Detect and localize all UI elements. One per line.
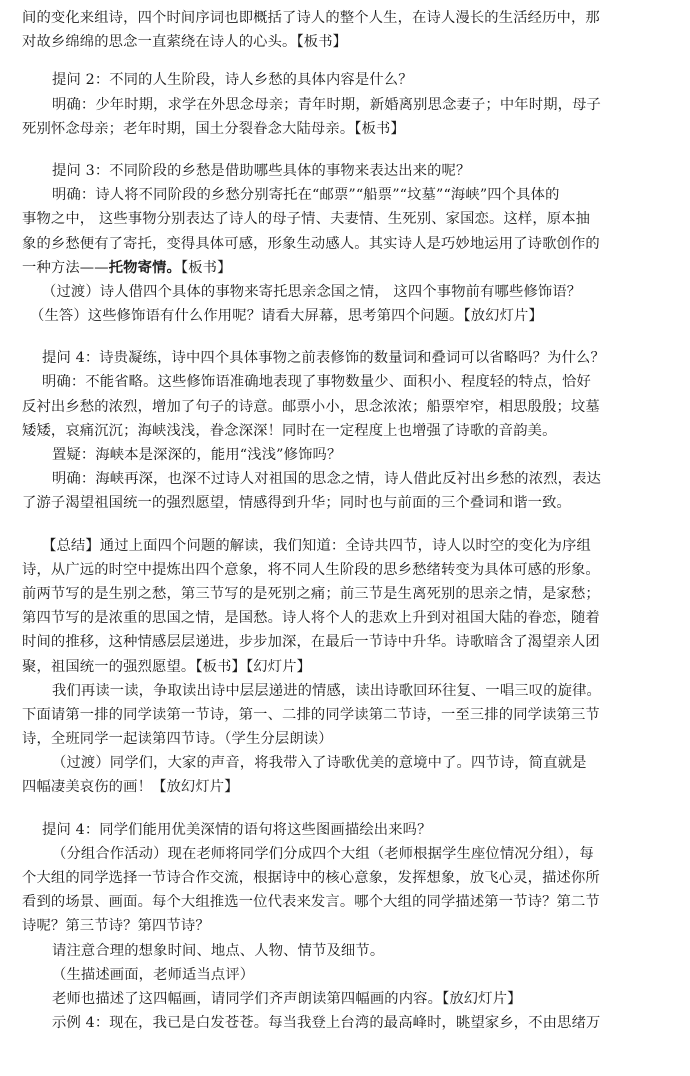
text-line: 矮矮，哀痛沉沉；海峡浅浅，眷念深深！同时在一定程度上也增强了诗歌的音韵美。 [22,422,557,439]
text-line: 对故乡绵绵的思念一直萦绕在诗人的心头。【板书】 [22,34,348,51]
text-line: 我们再读一读，争取读出诗中层层递进的情感，读出诗歌回环往复、一唱三叹的旋律。 [52,682,601,699]
answer-line: 明确：不能省略。这些修饰语准确地表现了事物数量少、面积小、程度轻的特点，恰好 [42,374,591,391]
text-line: 第四节写的是浓重的思国之情，是国愁。诗人将个人的悲欢上升到对祖国大陆的眷恋，随着 [22,610,600,627]
answer-line: 明确：诗人将不同阶段的乡愁分别寄托在“邮票”“船票”“坟墓”“海峡”四个具体的 [52,187,560,204]
text-line: 诗呢？第三节诗？第四节诗？ [22,918,210,935]
answer-line: 明确：少年时期，求学在外思念母亲；青年时期，新婚离别思念妻子；中年时期，母子 [52,96,601,113]
text-line: 前两节写的是生别之愁，第三节写的是死别之痛；前三节是生离死别的思亲之情，是家愁； [22,585,600,602]
question-4b-line: 提问 4：同学们能用优美深情的语句将这些图画描绘出来吗？ [42,821,432,838]
activity-line: （分组合作活动）现在老师将同学们分成四个大组（老师根据学生座位情况分组），每 [52,845,594,862]
text-line: （生描述画面，老师适当点评） [52,966,255,983]
question-4-line: 提问 4：诗贵凝练，诗中四个具体事物之前表修饰的数量词和叠词可以省略吗？为什么？ [42,350,605,367]
text-line: 诗，从广远的时空中提炼出四个意象，将不同人生阶段的思乡愁绪转变为具体可感的形象。 [22,561,600,578]
text-line: 了游子渴望祖国统一的强烈愿望，情感得到升华；同时也与前面的三个叠词和谐一致。 [22,495,571,512]
text-line: 死别怀念母亲；老年时期，国土分裂眷念大陆母亲。【板书】 [22,120,405,137]
answer-line: 明确：海峡再深，也深不过诗人对祖国的思念之情，诗人借此反衬出乡愁的浓烈，表达 [52,471,601,488]
text-span: 一种方法—— [22,259,109,276]
text-line-with-emphasis [22,256,668,280]
text-line: 反衬出乡愁的浓烈，增加了句子的诗意。邮票小小，思念浓浓；船票窄窄，相思殷殷；坟墓 [22,398,600,415]
text-span: 【板书】 [180,259,232,276]
text-line: 时间的推移，这种情感层层递进，步步加深，在最后一节诗中升华。诗歌暗含了渴望亲人团 [22,634,600,651]
text-line: 事物之中， 这些事物分别表达了诗人的母子情、夫妻情、生死别、家国恋。这样，原本抽 [22,211,591,228]
transition-line: （过渡）同学们，大家的声音，将我带入了诗歌优美的意境中了。四节诗，简直就是 [52,755,587,772]
summary-line: 【总结】通过上面四个问题的解读，我们知道：全诗共四节，诗人以时空的变化为序组 [42,537,591,554]
text-line: 诗，全班同学一起读第四节诗。（学生分层朗读） [22,731,333,748]
text-line: 看到的场景、画面。每个大组推选一位代表来发言。哪个大组的同学描述第一节诗？第二节 [22,894,600,911]
text-line: 个大组的同学选择一节诗合作交流，根据诗中的核心意象，发挥想象，放飞心灵，描述你所 [22,870,600,886]
question-3-line: 提问 3：不同阶段的乡愁是借助哪些具体的事物来表达出来的呢？ [52,162,471,179]
transition-line: （过渡）诗人借四个具体的事物来寄托思亲念国之情， 这四个事物前有哪些修饰语？ [42,283,582,300]
text-line: 四幅凄美哀伤的画！【放幻灯片】 [22,779,239,796]
text-line: 老师也描述了这四幅画，请同学们齐声朗读第四幅画的内容。【放幻灯片】 [52,990,522,1007]
emphasis-term: 托物寄情。 [108,259,181,276]
text-line: 象的乡愁便有了寄托，变得具体可感，形象生动感人。其实诗人是巧妙地运用了诗歌创作的 [22,235,600,252]
student-answer-line: （生答）这些修饰语有什么作用呢？请看大屏幕，思考第四个问题。【放幻灯片】 [30,308,543,325]
text-line: 聚，祖国统一的强烈愿望。【板书】【幻灯片】 [22,658,312,675]
query-line: 置疑：海峡本是深深的，能用“浅浅”修饰吗？ [52,447,342,463]
example-line: 示例 4：现在，我已是白发苍苍。每当我登上台湾的最高峰时，眺望家乡，不由思绪万 [52,1015,601,1032]
text-line: 间的变化来组诗，四个时间序词也即概括了诗人的整个人生，在诗人漫长的生活经历中，那 [22,10,600,26]
text-line: 请注意合理的想象时间、地点、人物、情节及细节。 [52,942,385,959]
question-2-line: 提问 2：不同的人生阶段，诗人乡愁的具体内容是什么？ [52,72,413,89]
text-line: 下面请第一排的同学读第一节诗，第一、二排的同学读第二节诗，一至三排的同学读第三节 [22,706,600,723]
